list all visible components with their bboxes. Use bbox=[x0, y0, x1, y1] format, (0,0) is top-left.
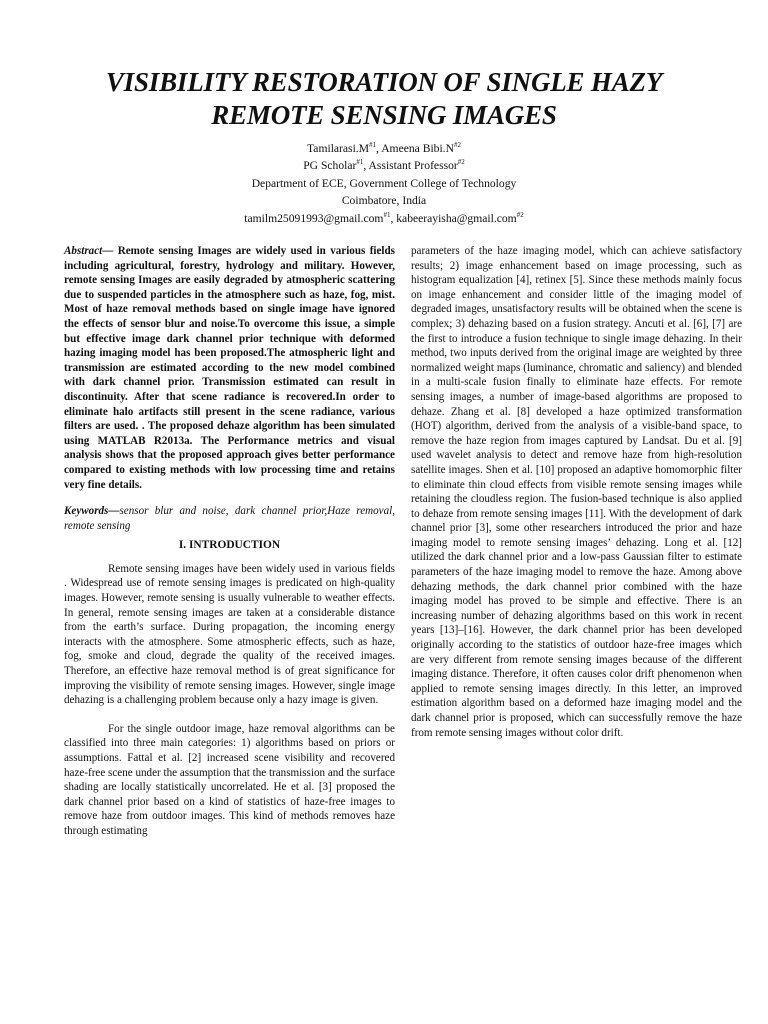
title-line-2: REMOTE SENSING IMAGES bbox=[211, 100, 557, 130]
role-2: Assistant Professor bbox=[368, 159, 458, 173]
email-1: tamilm25091993@gmail.com bbox=[244, 211, 384, 225]
author-2-sup: #2 bbox=[453, 141, 461, 150]
section-heading-introduction: I. INTRODUCTION bbox=[178, 539, 281, 552]
role-separator: , bbox=[363, 159, 369, 173]
email-2: kabeerayisha@gmail.com bbox=[396, 211, 517, 225]
right-column bbox=[411, 244, 742, 740]
title-line-1: VISIBILITY RESTORATION OF SINGLE HAZY bbox=[105, 67, 663, 97]
keywords-text: sensor blur and noise, dark channel prior,Haze removal, remote sensing bbox=[64, 505, 395, 532]
paper-title bbox=[40, 66, 728, 132]
author-department: Department of ECE, Government College of Technology bbox=[251, 176, 517, 190]
abstract bbox=[64, 244, 395, 492]
author-emails bbox=[84, 210, 684, 227]
author-2-name: Ameena Bibi.N bbox=[381, 142, 454, 155]
email-separator: , bbox=[390, 211, 397, 225]
role-1: PG Scholar bbox=[303, 159, 357, 173]
email-1-sup: #1 bbox=[383, 210, 391, 219]
intro-paragraph-1: Remote sensing images have been widely used in various fields . Widespread use of remote sensing images is predicated on high-quality images. However, remote sensing is usually vulnerable to weather effects. In general, remote sensing images are taken at a considerable distance from the earth’s surface. During propagation, the incoming energy interacts with the atmosphere. Some atmospheric effects, such as haze, fog, smoke and cloud, degrade the quality of the received images. Therefore, an effective haze removal method is of great significance for improving the visibility of remote sensing images. However, single image dehazing is a challenging problem because only a hazy image is given. bbox=[64, 562, 395, 707]
author-1-sup: #1 bbox=[369, 141, 377, 150]
role-1-sup: #1 bbox=[356, 158, 364, 167]
author-1-name: Tamilarasi.M bbox=[307, 142, 370, 155]
keywords-label: Keywords— bbox=[64, 505, 120, 518]
author-block bbox=[84, 140, 684, 227]
author-separator: , bbox=[376, 142, 382, 155]
keywords bbox=[64, 504, 395, 533]
abstract-text: Remote sensing Images are widely used in various fields including agricultural, forestry, hydrology and military. However, remote sensing Images are easily degraded by atmospheric scattering due to suspended particles in the atmosphere such as haze, fog, mist. Most of haze removal methods based on single image have ignored the effects of sensor blur and noise.To overcome this issue, a simple but effective image dark channel prior technique with deformed hazing imaging model has been proposed.The atmospheric light and transmission are estimated according to the new model combined with dark channel prior. Transmission estimated can result in discontinuity. After that scene radiance is recovered.In order to eliminate halo artifacts still present in the scene radiance, various filters are used. . The proposed dehaze algorithm has been simulated using MATLAB R2013a. The Performance metrics and visual analysis shows that the proposed approach gives better performance compared to existing methods with low processing time and retains very fine details. bbox=[64, 245, 396, 491]
role-2-sup: #2 bbox=[457, 158, 465, 167]
left-column bbox=[64, 244, 395, 853]
author-location: Coimbatore, India bbox=[341, 194, 427, 208]
author-names bbox=[84, 140, 684, 157]
author-roles bbox=[84, 157, 684, 174]
abstract-dash: — bbox=[102, 245, 118, 257]
email-2-sup: #2 bbox=[516, 210, 524, 219]
right-column-paragraph: parameters of the haze imaging model, which can achieve satisfactory results; 2) image enhancement based on image processing, such as histogram equalization [4], retinex [5]. Since these methods mainly focus on image enhancement and consider little of the imaging model of degraded images, unsatisfactory results will be obtained when the scene is complex; 3) dehazing based on a fusion strategy. Ancuti et al. [6], [7] are the first to introduce a fusion technique to single image dehazing. In their method, two inputs derived from the original image are weighted by three normalized weight maps (luminance, chromatic and saliency) and blended in a multi-scale fusion finally to eliminate haze effects. For remote sensing images, a number of image-based algorithms are proposed to dehaze. Zhang et al. [8] developed a haze optimized transformation (HOT) algorithm, derived from the analysis of a visible-band space, to remove the haze region from images captured by Landsat. Du et al. [9] used wavelet analysis to detect and remove haze from high-resolution satellite images. Shen et al. [10] proposed an adaptive homomorphic filter to eliminate thin cloud effects from visible remote sensing images while retaining the cloudless region. The fusion-based technique is also applied to dehaze from remote sensing images [11]. With the development of dark channel prior [3], some other researchers introduced the prior and haze imaging model to remote sensing images’ dehazing. Long et al. [12] utilized the dark channel prior and a low-pass Gaussian filter to estimate parameters of the haze imaging model to remove the haze. Among above dehazing methods, the dark channel prior combined with the haze imaging model has proved to be simple and effective. There is an increasing number of dehazing algorithms based on this work in recent years [13]–[16]. However, the dark channel prior has been developed originally according to the statistics of outdoor haze-free images which are very different from remote sensing images because of the different imaging distance. Therefore, it often causes color drift phenomenon when applied to remote sensing images directly. In this letter, an improved estimation algorithm based on a deformed haze imaging model and the dark channel prior is proposed, which can successfully remove the haze from remote sensing images without color drift. bbox=[411, 245, 742, 739]
abstract-label: Abstract bbox=[64, 245, 103, 257]
intro-paragraph-2: For the single outdoor image, haze removal algorithms can be classified into three main categories: 1) algorithms based on priors or assumptions. Fattal et al. [2] increased scene visibility and recovered haze-free scene under the assumption that the transmission and the surface shading are locally statistically uncorrelated. He et al. [3] proposed the dark channel prior based on a kind of statistics of haze-free images to remove haze from outdoor images. This kind of methods removes haze through estimating bbox=[64, 722, 395, 837]
